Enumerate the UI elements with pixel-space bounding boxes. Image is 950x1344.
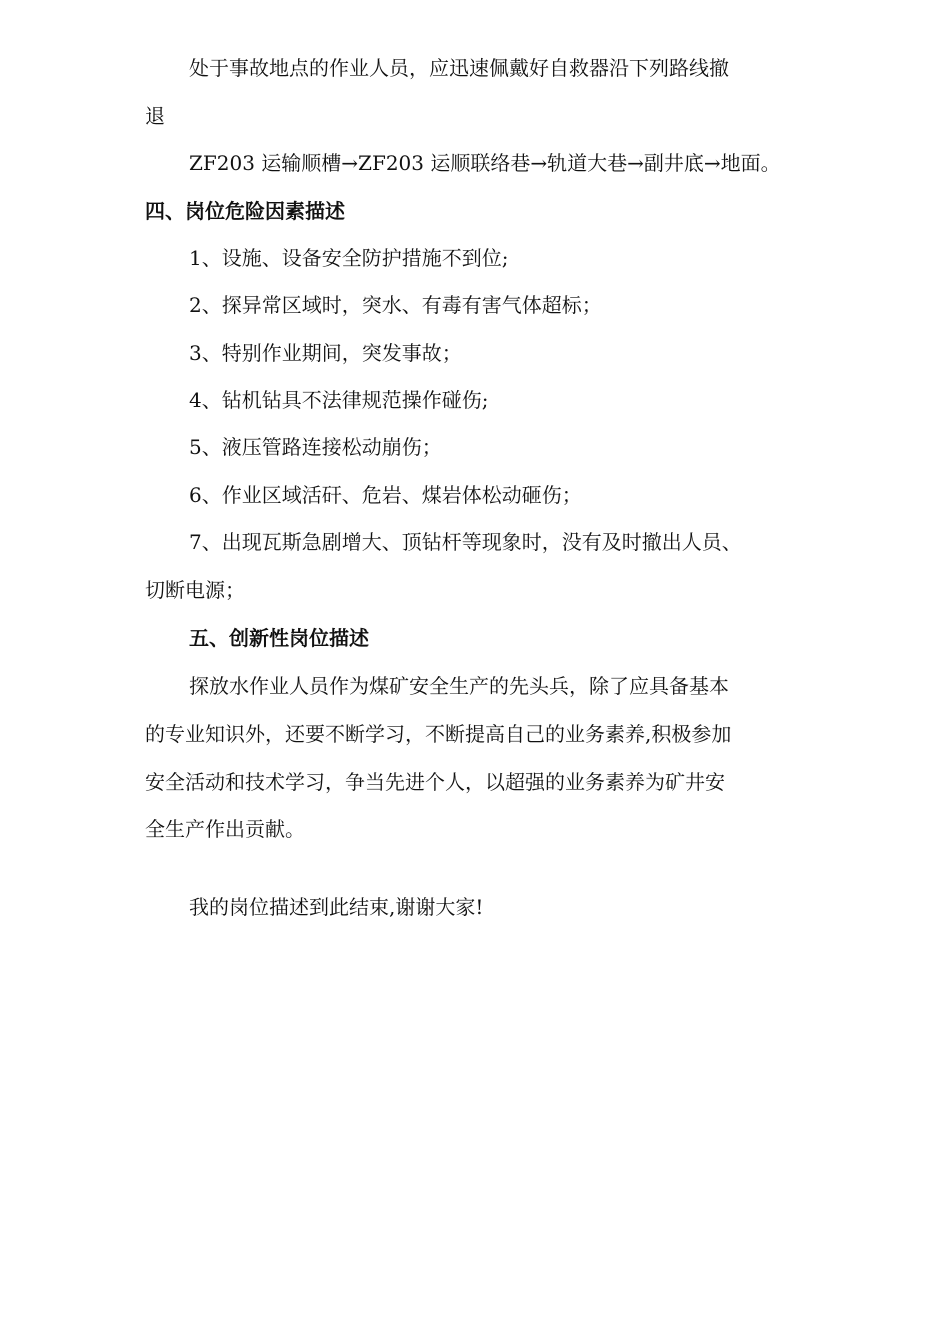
hazard-item-6: 6、作业区域活矸、危岩、煤岩体松动砸伤； bbox=[189, 483, 582, 507]
section-five-heading: 五、创新性岗位描述 bbox=[189, 626, 369, 650]
hazard-item-7: 7、出现瓦斯急剧增大、顶钻杆等现象时，没有及时撤出人员、 bbox=[189, 530, 742, 554]
hazard-item-7-continuation: 切断电源； bbox=[145, 578, 245, 602]
innovation-text-line-4: 全生产作出贡献。 bbox=[145, 817, 305, 841]
hazard-item-2: 2、探异常区域时，突水、有毒有害气体超标； bbox=[189, 293, 602, 317]
hazard-item-1: 1、设施、设备安全防护措施不到位; bbox=[189, 246, 509, 270]
innovation-text-line-2: 的专业知识外，还要不断学习，不断提高自己的业务素养,积极参加 bbox=[145, 722, 732, 746]
closing-remark: 我的岗位描述到此结束,谢谢大家! bbox=[189, 895, 484, 919]
section-four-heading: 四、岗位危险因素描述 bbox=[145, 199, 345, 223]
hazard-item-3: 3、特别作业期间，突发事故； bbox=[189, 341, 462, 365]
evacuation-text-line-1: 处于事故地点的作业人员，应迅速佩戴好自救器沿下列路线撤 bbox=[189, 56, 729, 80]
evacuation-text-line-2: 退 bbox=[145, 104, 165, 128]
hazard-item-4: 4、钻机钻具不法律规范操作碰伤; bbox=[189, 388, 489, 412]
evacuation-route: ZF203 运输顺槽→ZF203 运顺联络巷→轨道大巷→副井底→地面。 bbox=[189, 151, 781, 175]
hazard-item-5: 5、液压管路连接松动崩伤； bbox=[189, 435, 442, 459]
innovation-text-line-1: 探放水作业人员作为煤矿安全生产的先头兵，除了应具备基本 bbox=[189, 674, 729, 698]
innovation-text-line-3: 安全活动和技术学习，争当先进个人，以超强的业务素养为矿井安 bbox=[145, 770, 725, 794]
